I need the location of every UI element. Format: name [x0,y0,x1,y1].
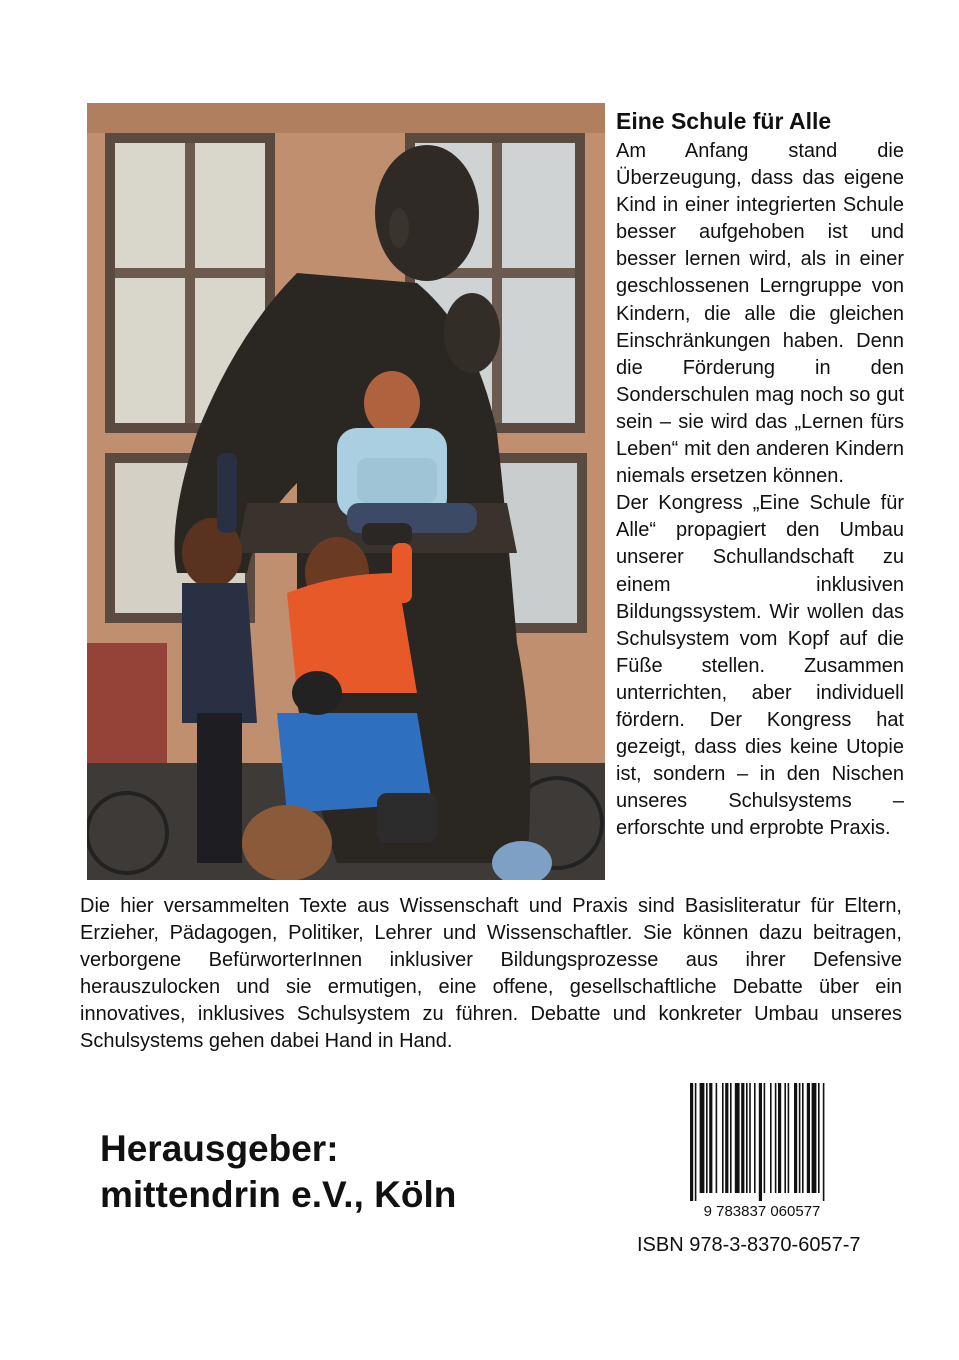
barcode-bar [770,1083,772,1193]
barcode-bar [730,1083,732,1193]
barcode-bar [764,1083,766,1193]
body-text: Die hier versammelten Texte aus Wissenschaft und Praxis sind Basisliteratur für Eltern, Erzieher, Pädagogen, Politiker, Lehrer und Wissenschaftler. Sie können dazu beitragen, verborgene BefürworterInnen inklusiver Bildungsprozesse aus ihrer Defensive herauszulocken und sie ermutigen, eine offene, gesellschaftliche Debatte über ein innovatives, inklusives Schulsystem zu führen. Debatte und konkreter Umbau unseres Schulsystems gehen dabei Hand in Hand. [80,895,902,1052]
sidebar-paragraph-1: Am Anfang stand die Überzeugung, dass das eigene Kind in einer integrierten Schule besser aufgehoben ist und besser lernen wird, als in einer geschlossenen Lerngruppe von Kindern, die alle die gleichen Einschränkungen haben. Denn die Förderung in den Sonderschulen mag noch so gut sein – sie wird das „Lernen fürs Leben“ mit den anderen Kindern niemals ersetzen können. [616,140,904,488]
barcode-bar [818,1083,820,1193]
barcode-bar [700,1083,705,1193]
sidebar-text [616,106,904,842]
sidebar-paragraph-2: Der Kongress „Eine Schule für Alle“ propagiert den Umbau unserer Schullandschaft zu einem inklusiven Bildungssystem. Wir wollen das Schulsystem vom Kopf auf die Füße stellen. Zusammen unterrichten, aber individuell fördern. Der Kongress hat gezeigt, dass dies keine Utopie ist, sondern – in den Nischen unseres Schulsystems – erforschte und erprobte Praxis. [616,492,904,840]
isbn-text: ISBN 978-3-8370-6057-7 [637,1234,861,1256]
barcode-bar [722,1083,724,1193]
publisher-label: Herausgeber: [100,1128,339,1169]
barcode-bar [778,1083,781,1193]
barcode-bar [735,1083,740,1193]
barcode-bar [775,1083,777,1193]
barcode-bar [716,1083,718,1193]
barcode-bar [807,1083,810,1193]
barcode-bar [812,1083,817,1193]
barcode-bar [754,1083,756,1193]
barcode-bar [749,1083,751,1193]
barcode-bar [690,1083,693,1201]
publisher-name: mittendrin e.V., Köln [100,1174,457,1215]
barcode-digits: 9 783837 060577 [703,1203,821,1219]
barcode-bar [759,1083,762,1201]
barcode-bar [794,1083,797,1193]
barcode-bar [741,1083,744,1193]
barcode-bar [725,1083,728,1193]
barcode-bar [709,1083,712,1193]
barcode-bar [706,1083,708,1193]
publisher-block [100,1126,456,1218]
sidebar-title: Eine Schule für Alle [616,108,832,134]
barcode-bar [788,1083,790,1193]
barcode-bar [695,1083,697,1201]
barcode-bar [746,1083,748,1193]
barcode [672,1083,852,1219]
barcode-bars [672,1083,852,1219]
cover-photo [87,103,605,880]
barcode-bar [823,1083,825,1201]
barcode-bar [802,1083,804,1193]
barcode-bar [784,1083,786,1193]
statue-children-illustration [87,103,605,880]
barcode-bar [799,1083,801,1193]
